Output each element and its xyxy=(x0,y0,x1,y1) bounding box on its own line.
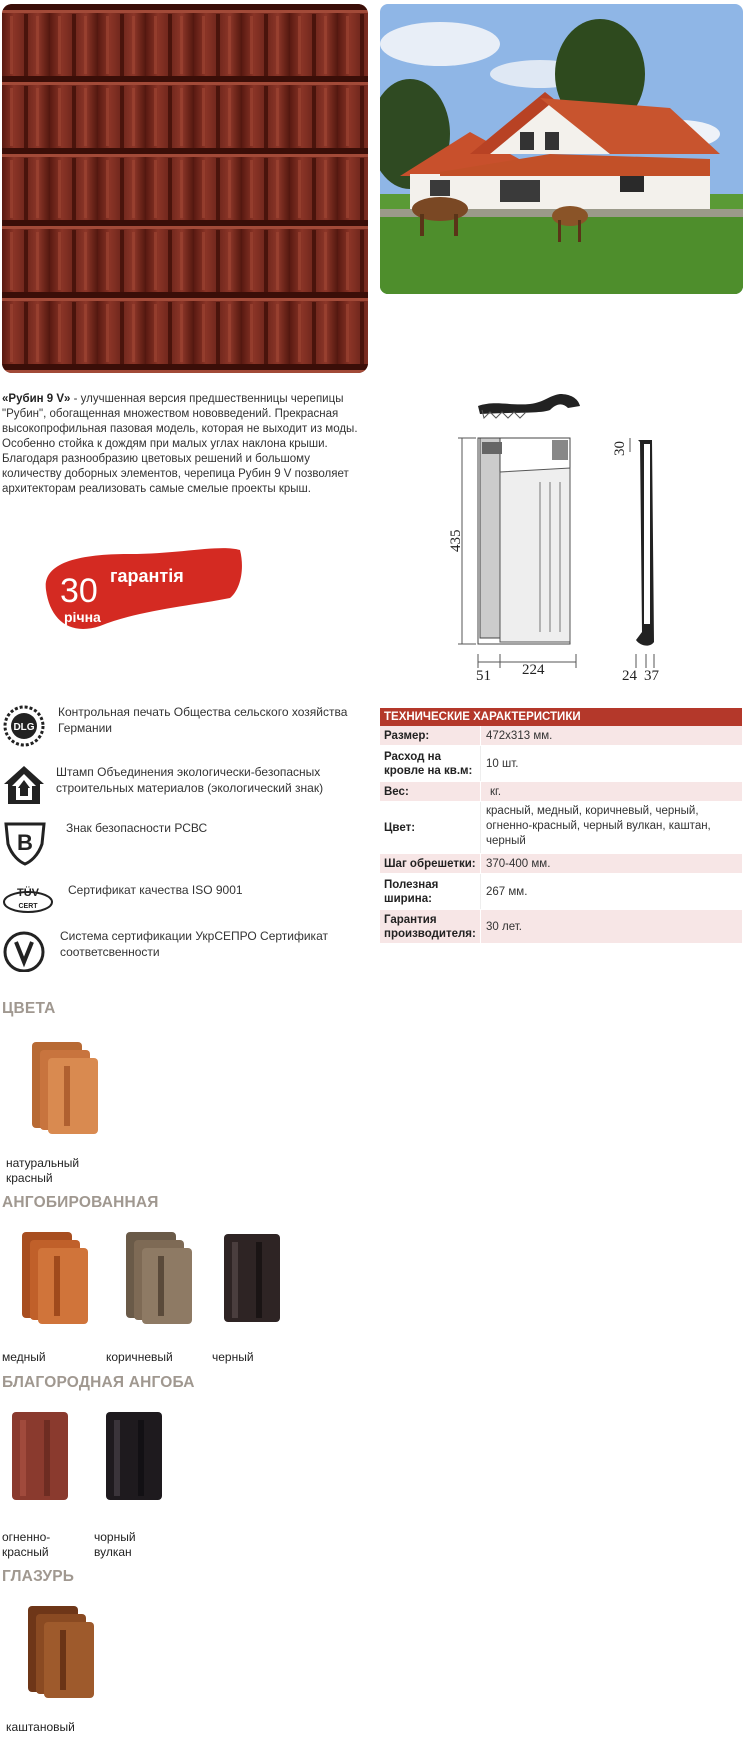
spec-key: Полезная ширина: xyxy=(384,879,439,905)
swatch-label: чорный вулкан xyxy=(94,1530,136,1559)
section-title-noble-engobe: БЛАГОРОДНАЯ АНГОБА xyxy=(2,1374,195,1391)
tile-sample-icon xyxy=(106,1412,162,1500)
tile-sample-icon xyxy=(12,1412,68,1500)
spec-key: Вес: xyxy=(384,786,409,798)
warranty-badge xyxy=(40,540,245,635)
spec-key: Шаг обрешетки: xyxy=(384,858,476,870)
tile-sample-icon xyxy=(22,1232,88,1324)
swatch-label: натуральный красный xyxy=(6,1156,80,1185)
tile-technical-drawing xyxy=(440,392,705,682)
spec-row xyxy=(380,746,742,782)
product-description xyxy=(2,392,372,497)
certificate-text: Контрольная печать Общества сельского хозяйства Германии xyxy=(58,705,348,735)
swatch-label: черный xyxy=(212,1350,254,1364)
badge-word-year: річна xyxy=(64,609,101,625)
certificate-text: Штамп Объединения экологически-безопасных строительных материалов (экологический знак) xyxy=(56,765,324,795)
swatch-label: каштановый xyxy=(6,1720,75,1734)
specs-table-title: ТЕХНИЧЕСКИЕ ХАРАКТЕРИСТИКИ xyxy=(380,708,742,726)
swatch-label: огненно-красный xyxy=(2,1530,51,1559)
spec-value: 472х313 мм. xyxy=(486,730,553,742)
svg-text:B: B xyxy=(17,830,33,855)
spec-row xyxy=(380,802,742,854)
certificate-eco xyxy=(2,764,372,808)
svg-text:CERT: CERT xyxy=(18,903,38,910)
badge-number: 30 xyxy=(60,572,98,610)
spec-row xyxy=(380,874,742,910)
spec-value: 267 мм. xyxy=(486,886,528,898)
spec-value: кг. xyxy=(490,786,502,798)
certificate-tuv xyxy=(2,882,372,926)
section-title-glaze: ГЛАЗУРЬ xyxy=(2,1568,75,1585)
swatch-brown xyxy=(118,1228,198,1328)
certificate-text: Система сертификации УкрСЕПРО Сертификат соответсвенности xyxy=(60,929,328,959)
description-text: - улучшенная версия предшественницы черепицы "Рубин", обогащенная множеством нововведений. Прекрасная высокопрофильная пазовая модель, которая не выходит из моды. Особенно стойка к дождям при малых углах наклона крыши. Благодаря разнообразию цветовых решений и большому количеству доборных элементов, черепица Рубин 9 V позволяет архитекторам реализовать самые смелые проекты крыш. xyxy=(2,393,358,495)
badge-word-guarantee: гарантія xyxy=(110,566,184,586)
product-name: «Рубин 9 V» xyxy=(2,393,71,405)
certificate-dlg xyxy=(2,704,372,748)
swatch-black-volcano xyxy=(100,1408,180,1508)
svg-text:TÜV: TÜV xyxy=(17,887,39,899)
roof-tiles-photo xyxy=(2,4,368,373)
swatch-natural-red xyxy=(20,1036,100,1136)
ukrsepro-icon xyxy=(2,928,48,972)
swatch-chestnut xyxy=(20,1602,100,1702)
swatch-label: коричневый xyxy=(106,1350,173,1364)
tile-sample-icon xyxy=(126,1232,192,1324)
certificate-text: Сертификат качества ISO 9001 xyxy=(68,883,243,897)
dim-b: 37 xyxy=(644,668,659,682)
dim-a: 24 xyxy=(622,668,637,682)
swatch-black xyxy=(216,1228,296,1328)
tile-sample-icon xyxy=(32,1042,98,1134)
spec-value: красный, медный, коричневый, черный, огненно-красный, черный вулкан, каштан, черный xyxy=(486,805,711,847)
spec-key: Расход на кровле на кв.м: xyxy=(384,751,473,777)
tile-sample-icon xyxy=(224,1234,280,1322)
certificate-text: Знак безопасности РСВС xyxy=(66,821,208,835)
spec-key: Гарантия производителя: xyxy=(384,914,476,940)
certificate-ukrsepro xyxy=(2,928,372,972)
tile-sample-icon xyxy=(28,1606,94,1698)
spec-value: 30 лет. xyxy=(486,921,522,933)
spec-key: Цвет: xyxy=(384,822,416,834)
spec-key: Размер: xyxy=(384,730,430,742)
rcbc-shield-icon xyxy=(2,820,48,864)
spec-row xyxy=(380,782,742,802)
dim-top: 30 xyxy=(612,441,628,456)
tuv-cert-icon xyxy=(2,882,58,926)
dlg-seal-icon xyxy=(2,704,48,748)
certificate-rcbc xyxy=(2,820,372,864)
spec-row xyxy=(380,726,742,746)
swatch-fire-red xyxy=(6,1408,86,1508)
swatch-copper xyxy=(14,1228,94,1328)
dim-left: 51 xyxy=(476,668,491,682)
house-photo xyxy=(380,4,743,294)
dim-height: 435 xyxy=(448,529,464,552)
spec-value: 370-400 мм. xyxy=(486,858,551,870)
swatch-label: медный xyxy=(2,1350,46,1364)
eco-house-icon xyxy=(2,764,48,808)
spec-row xyxy=(380,854,742,874)
svg-text:DLG: DLG xyxy=(13,722,35,733)
section-title-engobe: АНГОБИРОВАННАЯ xyxy=(2,1194,159,1211)
spec-value: 10 шт. xyxy=(486,758,519,770)
dim-width: 224 xyxy=(522,662,545,678)
spec-row xyxy=(380,910,742,944)
section-title-colors: ЦВЕТА xyxy=(2,1000,56,1017)
